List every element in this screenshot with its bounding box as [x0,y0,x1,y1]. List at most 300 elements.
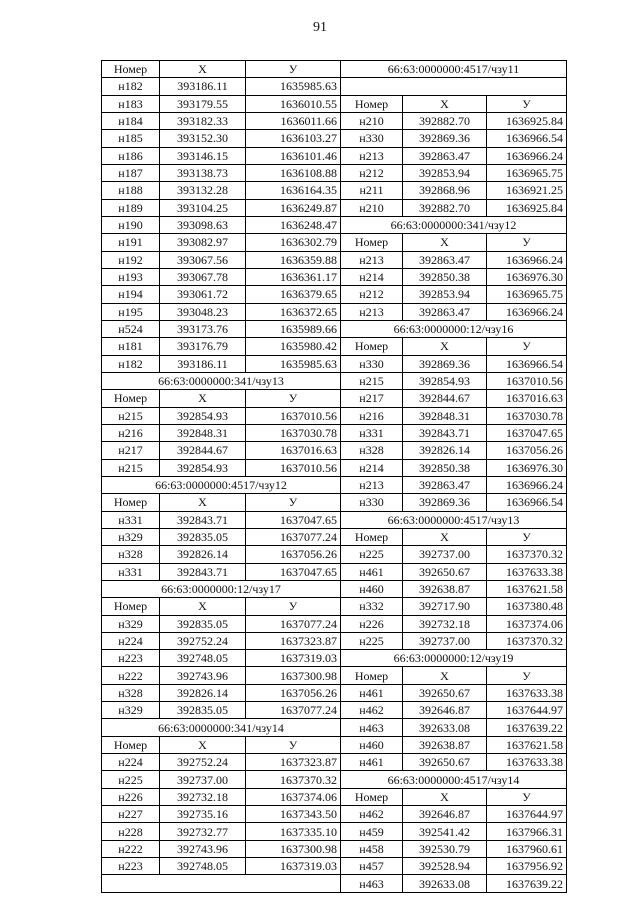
y-coordinate-cell: 1637010.56 [246,407,341,424]
table-row [102,112,567,129]
point-number-cell: н225 [102,771,160,788]
point-number-cell: н463 [341,719,403,736]
y-coordinate-cell: 1637644.97 [487,702,567,719]
point-number-cell: н460 [341,580,403,597]
x-coordinate-cell: 392826.14 [160,684,246,701]
x-coordinate-cell: 392541.42 [403,823,487,840]
column-header-cell: Номер [341,338,403,355]
cadastral-section-header: 66:63:0000000:341/чзу12 [341,216,567,233]
x-coordinate-cell: 393132.28 [160,182,246,199]
x-coordinate-cell: 392843.71 [403,424,487,441]
table-row [102,442,567,459]
point-number-cell: н185 [102,130,160,147]
empty-cell [341,78,567,95]
point-number-cell: н182 [102,78,160,95]
column-header-cell: У [246,494,341,511]
y-coordinate-cell: 1637639.22 [487,719,567,736]
column-header-cell: X [403,528,487,545]
point-number-cell: н190 [102,216,160,233]
y-coordinate-cell: 1637300.98 [246,667,341,684]
point-number-cell: н461 [341,754,403,771]
column-header-cell: X [160,736,246,753]
table-row [102,754,567,771]
point-number-cell: н227 [102,806,160,823]
x-coordinate-cell: 392737.00 [160,771,246,788]
column-header-cell: X [403,667,487,684]
y-coordinate-cell: 1637639.22 [487,875,567,892]
table-row [102,858,567,875]
y-coordinate-cell: 1636925.84 [487,112,567,129]
x-coordinate-cell: 393067.78 [160,268,246,285]
table-row [102,546,567,563]
column-header-cell: Номер [102,598,160,615]
coordinates-table-body [102,61,567,893]
point-number-cell: н213 [341,476,403,493]
point-number-cell: н328 [102,684,160,701]
y-coordinate-cell: 1637047.65 [487,424,567,441]
y-coordinate-cell: 1636966.24 [487,476,567,493]
y-coordinate-cell: 1637300.98 [246,840,341,857]
x-coordinate-cell: 392863.47 [403,303,487,320]
point-number-cell: н224 [102,754,160,771]
x-coordinate-cell: 392638.87 [403,580,487,597]
column-header-cell: X [403,95,487,112]
table-row [102,615,567,632]
y-coordinate-cell: 1636103.27 [246,130,341,147]
table-row [102,459,567,476]
column-header-cell: X [403,338,487,355]
table-row [102,823,567,840]
y-coordinate-cell: 1637030.78 [246,424,341,441]
table-row [102,268,567,285]
x-coordinate-cell: 392633.08 [403,875,487,892]
y-coordinate-cell: 1637319.03 [246,858,341,875]
point-number-cell: н183 [102,95,160,112]
y-coordinate-cell: 1637966.31 [487,823,567,840]
y-coordinate-cell: 1636249.87 [246,199,341,216]
y-coordinate-cell: 1637056.26 [246,546,341,563]
point-number-cell: н222 [102,840,160,857]
coordinates-table [101,60,567,893]
x-coordinate-cell: 393182.33 [160,112,246,129]
x-coordinate-cell: 392882.70 [403,199,487,216]
y-coordinate-cell: 1637370.32 [487,632,567,649]
x-coordinate-cell: 392737.00 [403,546,487,563]
x-coordinate-cell: 392650.67 [403,563,487,580]
y-coordinate-cell: 1636372.65 [246,303,341,320]
x-coordinate-cell: 392848.31 [160,424,246,441]
cadastral-section-header: 66:63:0000000:4517/чзу11 [341,61,567,78]
x-coordinate-cell: 393067.56 [160,251,246,268]
x-coordinate-cell: 393186.11 [160,78,246,95]
x-coordinate-cell: 392854.93 [160,459,246,476]
x-coordinate-cell: 392848.31 [403,407,487,424]
x-coordinate-cell: 392732.18 [160,788,246,805]
point-number-cell: н223 [102,858,160,875]
y-coordinate-cell: 1636011.66 [246,112,341,129]
y-coordinate-cell: 1636976.30 [487,459,567,476]
y-coordinate-cell: 1637319.03 [246,650,341,667]
column-header-cell: У [487,528,567,545]
table-row [102,338,567,355]
cadastral-section-header: 66:63:0000000:12/чзу17 [102,580,341,597]
point-number-cell: н213 [341,303,403,320]
y-coordinate-cell: 1637644.97 [487,806,567,823]
point-number-cell: н210 [341,199,403,216]
x-coordinate-cell: 392854.93 [160,407,246,424]
y-coordinate-cell: 1636966.54 [487,130,567,147]
table-row [102,424,567,441]
y-coordinate-cell: 1636965.75 [487,286,567,303]
x-coordinate-cell: 392850.38 [403,459,487,476]
empty-cell [102,875,341,892]
table-row [102,216,567,233]
column-header-cell: Номер [102,390,160,407]
point-number-cell: н331 [341,424,403,441]
y-coordinate-cell: 1637960.61 [487,840,567,857]
table-row [102,199,567,216]
point-number-cell: н211 [341,182,403,199]
x-coordinate-cell: 392646.87 [403,702,487,719]
cadastral-section-header: 66:63:0000000:341/чзу14 [102,719,341,736]
x-coordinate-cell: 392732.18 [403,615,487,632]
x-coordinate-cell: 392869.36 [403,494,487,511]
x-coordinate-cell: 393048.23 [160,303,246,320]
column-header-cell: У [487,788,567,805]
x-coordinate-cell: 392844.67 [403,390,487,407]
table-row [102,788,567,805]
point-number-cell: н217 [102,442,160,459]
point-number-cell: н213 [341,251,403,268]
y-coordinate-cell: 1637633.38 [487,754,567,771]
column-header-cell: У [246,390,341,407]
cadastral-section-header: 66:63:0000000:4517/чзу14 [341,771,567,788]
point-number-cell: н328 [102,546,160,563]
column-header-cell: У [487,667,567,684]
x-coordinate-cell: 392863.47 [403,251,487,268]
x-coordinate-cell: 392835.05 [160,702,246,719]
column-header-cell: Номер [341,667,403,684]
table-row [102,684,567,701]
y-coordinate-cell: 1635989.66 [246,320,341,337]
column-header-cell: Номер [341,95,403,112]
x-coordinate-cell: 392869.36 [403,355,487,372]
x-coordinate-cell: 393173.76 [160,320,246,337]
y-coordinate-cell: 1636925.84 [487,199,567,216]
point-number-cell: н460 [341,736,403,753]
y-coordinate-cell: 1637374.06 [487,615,567,632]
table-row [102,372,567,389]
x-coordinate-cell: 393104.25 [160,199,246,216]
x-coordinate-cell: 392752.24 [160,632,246,649]
table-row [102,476,567,493]
column-header-cell: Номер [341,788,403,805]
x-coordinate-cell: 392748.05 [160,858,246,875]
table-row [102,303,567,320]
x-coordinate-cell: 392732.77 [160,823,246,840]
point-number-cell: н181 [102,338,160,355]
x-coordinate-cell: 392638.87 [403,736,487,753]
y-coordinate-cell: 1637380.48 [487,598,567,615]
x-coordinate-cell: 393179.55 [160,95,246,112]
point-number-cell: н463 [341,875,403,892]
x-coordinate-cell: 392868.96 [403,182,487,199]
point-number-cell: н225 [341,546,403,563]
y-coordinate-cell: 1636966.24 [487,251,567,268]
point-number-cell: н462 [341,702,403,719]
table-row [102,719,567,736]
point-number-cell: н213 [341,147,403,164]
point-number-cell: н191 [102,234,160,251]
y-coordinate-cell: 1637056.26 [246,684,341,701]
y-coordinate-cell: 1636010.55 [246,95,341,112]
column-header-cell: Номер [102,61,160,78]
column-header-cell: X [160,494,246,511]
x-coordinate-cell: 392530.79 [403,840,487,857]
y-coordinate-cell: 1637633.38 [487,563,567,580]
point-number-cell: н329 [102,702,160,719]
point-number-cell: н222 [102,667,160,684]
x-coordinate-cell: 392844.67 [160,442,246,459]
y-coordinate-cell: 1637010.56 [246,459,341,476]
point-number-cell: н462 [341,806,403,823]
y-coordinate-cell: 1636966.54 [487,355,567,372]
y-coordinate-cell: 1637056.26 [487,442,567,459]
point-number-cell: н217 [341,390,403,407]
table-row [102,667,567,684]
x-coordinate-cell: 393082.97 [160,234,246,251]
column-header-cell: X [160,390,246,407]
table-row [102,251,567,268]
point-number-cell: н216 [341,407,403,424]
y-coordinate-cell: 1635985.63 [246,78,341,95]
y-coordinate-cell: 1637323.87 [246,754,341,771]
y-coordinate-cell: 1636164.35 [246,182,341,199]
x-coordinate-cell: 392743.96 [160,667,246,684]
x-coordinate-cell: 392863.47 [403,147,487,164]
point-number-cell: н330 [341,494,403,511]
point-number-cell: н186 [102,147,160,164]
y-coordinate-cell: 1637335.10 [246,823,341,840]
x-coordinate-cell: 392633.08 [403,719,487,736]
column-header-cell: Номер [102,494,160,511]
y-coordinate-cell: 1637370.32 [246,771,341,788]
column-header-cell: У [487,338,567,355]
point-number-cell: н214 [341,268,403,285]
table-row [102,78,567,95]
point-number-cell: н187 [102,164,160,181]
x-coordinate-cell: 393186.11 [160,355,246,372]
x-coordinate-cell: 393061.72 [160,286,246,303]
table-row [102,390,567,407]
x-coordinate-cell: 392650.67 [403,754,487,771]
table-row [102,702,567,719]
point-number-cell: н210 [341,112,403,129]
y-coordinate-cell: 1636359.88 [246,251,341,268]
x-coordinate-cell: 392826.14 [160,546,246,563]
column-header-cell: Номер [102,736,160,753]
y-coordinate-cell: 1637047.65 [246,511,341,528]
point-number-cell: н461 [341,563,403,580]
column-header-cell: Номер [341,234,403,251]
x-coordinate-cell: 393146.15 [160,147,246,164]
y-coordinate-cell: 1637010.56 [487,372,567,389]
x-coordinate-cell: 392850.38 [403,268,487,285]
point-number-cell: н195 [102,303,160,320]
point-number-cell: н225 [341,632,403,649]
table-row [102,771,567,788]
table-row [102,580,567,597]
y-coordinate-cell: 1637621.58 [487,736,567,753]
y-coordinate-cell: 1637047.65 [246,563,341,580]
y-coordinate-cell: 1637016.63 [487,390,567,407]
y-coordinate-cell: 1637374.06 [246,788,341,805]
x-coordinate-cell: 392863.47 [403,476,487,493]
y-coordinate-cell: 1636302.79 [246,234,341,251]
x-coordinate-cell: 392735.16 [160,806,246,823]
y-coordinate-cell: 1636966.24 [487,147,567,164]
point-number-cell: н458 [341,840,403,857]
point-number-cell: н182 [102,355,160,372]
x-coordinate-cell: 392528.94 [403,858,487,875]
x-coordinate-cell: 392854.93 [403,372,487,389]
table-row [102,736,567,753]
table-row [102,95,567,112]
point-number-cell: н214 [341,459,403,476]
cadastral-section-header: 66:63:0000000:341/чзу13 [102,372,341,389]
y-coordinate-cell: 1636966.24 [487,303,567,320]
x-coordinate-cell: 393152.30 [160,130,246,147]
point-number-cell: н215 [102,407,160,424]
point-number-cell: н194 [102,286,160,303]
x-coordinate-cell: 392743.96 [160,840,246,857]
point-number-cell: н192 [102,251,160,268]
y-coordinate-cell: 1636966.54 [487,494,567,511]
page-number: 91 [313,20,327,35]
cadastral-section-header: 66:63:0000000:4517/чзу13 [341,511,567,528]
cadastral-section-header: 66:63:0000000:12/чзу19 [341,650,567,667]
table-row [102,355,567,372]
table-row [102,875,567,892]
table-row [102,806,567,823]
column-header-cell: X [160,61,246,78]
point-number-cell: н461 [341,684,403,701]
y-coordinate-cell: 1637370.32 [487,546,567,563]
point-number-cell: н212 [341,164,403,181]
point-number-cell: н193 [102,268,160,285]
column-header-cell: У [487,95,567,112]
point-number-cell: н459 [341,823,403,840]
x-coordinate-cell: 392737.00 [403,632,487,649]
y-coordinate-cell: 1635980.42 [246,338,341,355]
table-row [102,61,567,78]
y-coordinate-cell: 1637077.24 [246,528,341,545]
table-row [102,632,567,649]
x-coordinate-cell: 392650.67 [403,684,487,701]
cadastral-section-header: 66:63:0000000:4517/чзу12 [102,476,341,493]
x-coordinate-cell: 392853.94 [403,164,487,181]
y-coordinate-cell: 1636101.46 [246,147,341,164]
point-number-cell: н189 [102,199,160,216]
y-coordinate-cell: 1636965.75 [487,164,567,181]
x-coordinate-cell: 393138.73 [160,164,246,181]
column-header-cell: Номер [341,528,403,545]
x-coordinate-cell: 392717.90 [403,598,487,615]
x-coordinate-cell: 392882.70 [403,112,487,129]
y-coordinate-cell: 1637030.78 [487,407,567,424]
table-row [102,286,567,303]
table-row [102,511,567,528]
y-coordinate-cell: 1637077.24 [246,702,341,719]
x-coordinate-cell: 392835.05 [160,615,246,632]
x-coordinate-cell: 393176.79 [160,338,246,355]
point-number-cell: н330 [341,355,403,372]
table-row [102,147,567,164]
point-number-cell: н330 [341,130,403,147]
x-coordinate-cell: 392646.87 [403,806,487,823]
point-number-cell: н212 [341,286,403,303]
table-row [102,407,567,424]
point-number-cell: н223 [102,650,160,667]
point-number-cell: н329 [102,615,160,632]
x-coordinate-cell: 392869.36 [403,130,487,147]
column-header-cell: X [403,788,487,805]
table-row [102,320,567,337]
x-coordinate-cell: 392843.71 [160,511,246,528]
y-coordinate-cell: 1636379.65 [246,286,341,303]
y-coordinate-cell: 1636361.17 [246,268,341,285]
y-coordinate-cell: 1636976.30 [487,268,567,285]
cadastral-section-header: 66:63:0000000:12/чзу16 [341,320,567,337]
point-number-cell: н226 [102,788,160,805]
y-coordinate-cell: 1637956.92 [487,858,567,875]
column-header-cell: У [246,736,341,753]
y-coordinate-cell: 1637343.50 [246,806,341,823]
y-coordinate-cell: 1637621.58 [487,580,567,597]
table-row [102,164,567,181]
table-row [102,528,567,545]
point-number-cell: н328 [341,442,403,459]
point-number-cell: н215 [102,459,160,476]
column-header-cell: X [403,234,487,251]
table-row [102,840,567,857]
table-row [102,650,567,667]
column-header-cell: У [246,598,341,615]
point-number-cell: н226 [341,615,403,632]
point-number-cell: н216 [102,424,160,441]
point-number-cell: н331 [102,563,160,580]
point-number-cell: н524 [102,320,160,337]
point-number-cell: н224 [102,632,160,649]
x-coordinate-cell: 392748.05 [160,650,246,667]
point-number-cell: н331 [102,511,160,528]
point-number-cell: н184 [102,112,160,129]
point-number-cell: н228 [102,823,160,840]
y-coordinate-cell: 1637323.87 [246,632,341,649]
y-coordinate-cell: 1637633.38 [487,684,567,701]
x-coordinate-cell: 392853.94 [403,286,487,303]
x-coordinate-cell: 392835.05 [160,528,246,545]
y-coordinate-cell: 1636921.25 [487,182,567,199]
point-number-cell: н188 [102,182,160,199]
x-coordinate-cell: 392843.71 [160,563,246,580]
x-coordinate-cell: 392826.14 [403,442,487,459]
x-coordinate-cell: 393098.63 [160,216,246,233]
point-number-cell: н457 [341,858,403,875]
table-row [102,563,567,580]
column-header-cell: X [160,598,246,615]
column-header-cell: У [487,234,567,251]
